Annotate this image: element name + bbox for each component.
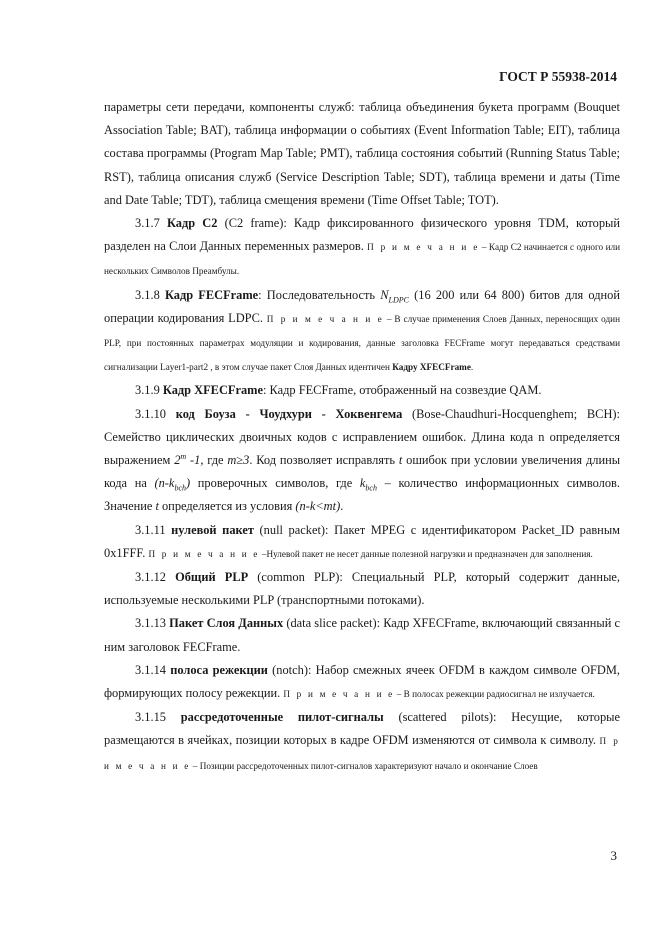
- term: нулевой пакет: [171, 522, 254, 537]
- definition-text: : Последовательность: [258, 287, 381, 302]
- clause-number: 3.1.10: [135, 406, 166, 421]
- clause-number: 3.1.11: [135, 522, 166, 537]
- note-text: –Нулевой пакет не несет данные полезной нагрузки и предназначен для заполнения.: [259, 548, 593, 559]
- note-label: П р и м е ч а н и е: [266, 313, 384, 324]
- definition-text: (common PLP): Специальный PLP, который содержит данные, используемые несколькими PLP (транспортными потоками).: [104, 570, 620, 608]
- formula: -1: [186, 453, 201, 468]
- term: код Боуза - Чоудхури - Хоквенгема: [175, 406, 403, 421]
- note-bold-term: Кадру XFECFrame: [392, 362, 471, 373]
- definition-text: (notch): Набор смежных ячеек OFDM в каждом символе OFDM, формирующих полосу режекции.: [104, 662, 620, 701]
- term: Общий PLP: [175, 570, 249, 585]
- term: Пакет Слоя Данных: [169, 616, 284, 631]
- page-content: [104, 96, 620, 778]
- note-label: П р и м е ч а н и е: [283, 689, 395, 700]
- note-text: – В полосах режекции радиосигнал не излучается.: [394, 689, 595, 700]
- clause-number: 3.1.12: [135, 570, 166, 585]
- formula: t: [155, 499, 159, 514]
- definition-text: : Кадр FECFrame, отображенный на созвездие QAM.: [262, 383, 542, 398]
- clause-number: 3.1.13: [135, 616, 166, 631]
- note: [148, 549, 592, 559]
- definition-text: проверочных символов, где: [190, 476, 360, 491]
- subscript: bch: [174, 483, 186, 493]
- definition-3-1-15: [104, 706, 620, 778]
- formula: t: [398, 453, 403, 468]
- subscript: bch: [365, 483, 377, 493]
- formula: m≥3: [227, 453, 250, 468]
- superscript: m: [180, 451, 187, 461]
- definition-text: . Код позволяет исправлять: [249, 453, 399, 468]
- formula: (n-k<mt): [295, 499, 341, 514]
- standard-header: ГОСТ Р 55938-2014: [499, 69, 617, 84]
- clause-number: 3.1.15: [135, 710, 166, 725]
- formula: 2: [174, 453, 181, 468]
- note-label: П р и м е ч а н и е: [104, 736, 620, 771]
- intro-paragraph: параметры сети передачи, компоненты служб: таблица объединения букета программ (Bouquet Association Table; BAT), таблица информации о событиях (Event Information Table; EIT), таблица состава программы (Program Map Table; PMT), таблица состояния событий (Running Status Table; RST), таблица описания служб (Service Description Table; SDT), таблица времени и даты (Time and Date Table; TDT), таблица смещения времени (Time Offset Table; TOT).: [104, 100, 620, 207]
- note-end: .: [470, 362, 474, 373]
- definition-3-1-12: [104, 566, 620, 612]
- formula: k: [359, 476, 366, 491]
- definition-3-1-14: [104, 659, 620, 706]
- term: Кадр FECFrame: [164, 287, 259, 302]
- page-number: 3: [610, 848, 617, 863]
- clause-number: 3.1.9: [135, 383, 160, 398]
- definition-text: (scattered pilots): Несущие, которые размещаются в ячейках, позиции которых в кадре OFDM изменяются от символа к символу.: [104, 710, 620, 748]
- term: рассредоточенные пилот-сигналы: [180, 710, 384, 725]
- clause-number: 3.1.8: [135, 287, 160, 302]
- formula: ): [186, 476, 191, 491]
- definition-text: (C2 frame): Кадр фиксированного физического уровня TDM, который разделен на Слои Данных переменных размеров.: [104, 216, 620, 254]
- definition-text: .: [340, 499, 344, 514]
- definition-3-1-9: [104, 379, 620, 402]
- definition-text: определяется из условия: [158, 499, 296, 514]
- formula: (n-k: [154, 476, 175, 491]
- note-text: – Кадр C2 начинается с одного или нескольких Символов Преамбулы.: [104, 242, 620, 277]
- definition-text: (data slice packet): Кадр XFECFrame, включающий связанный с ним заголовок FECFrame.: [104, 616, 620, 654]
- variable-n: N: [380, 287, 389, 302]
- definition-3-1-10: [104, 403, 620, 519]
- definition-3-1-8: [104, 284, 620, 380]
- definition-3-1-13: [104, 612, 620, 658]
- term: Кадр XFECFrame: [162, 383, 263, 398]
- definition-3-1-7: [104, 212, 620, 284]
- note-text: – Позиции рассредоточенных пилот-сигналов характеризуют начало и окончание Слоев: [190, 760, 538, 771]
- note-text: – В случае применения Слоев Данных, переносящих один PLP, при постоянных параметрах модуляции и кодирования, данные заголовка FECFrame могут передаваться средствами сигнализации Layer1-part2 , в этом случае пакет Слоя Данных идентичен: [104, 313, 620, 373]
- term: Кадр C2: [166, 216, 218, 231]
- definition-text: ошибок при условии увеличения длины кода на: [104, 453, 621, 491]
- definition-text: , где: [200, 453, 228, 468]
- subscript-ldpc: LDPC: [388, 295, 409, 305]
- definition-text: (null packet): Пакет MPEG с идентификатором Packet_ID равным 0x1FFF.: [104, 522, 620, 560]
- clause-number: 3.1.7: [135, 216, 160, 231]
- note: [283, 689, 595, 699]
- clause-number: 3.1.14: [135, 662, 166, 677]
- definition-text: (Bose-Chaudhuri-Hocquenghem; BCH): Семейство циклических двоичных кодов с исправлением ошибок. Длина кода n определяется выражением: [104, 406, 620, 468]
- note-label: П р и м е ч а н и е: [367, 242, 480, 253]
- definition-text: (16 200 или 64 800) битов для одной операции кодирования LDPC.: [104, 287, 620, 325]
- term: полоса режекции: [170, 662, 268, 677]
- definition-3-1-11: [104, 519, 620, 566]
- definition-text: – количество информационных символов. Значение: [104, 476, 621, 514]
- note-label: П р и м е ч а н и е: [148, 548, 260, 559]
